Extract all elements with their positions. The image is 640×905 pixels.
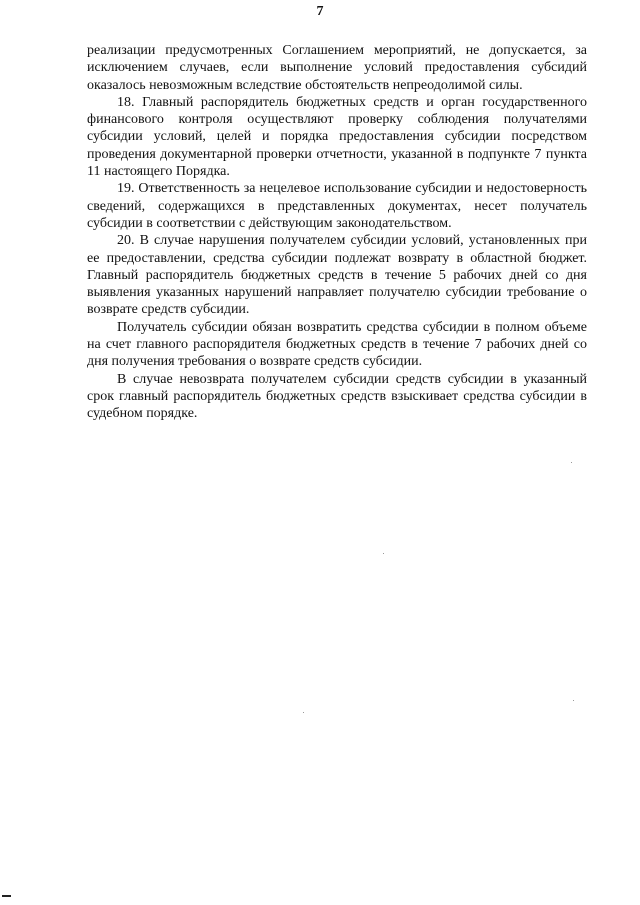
paragraph-20: 20. В случае нарушения получателем субсидии условий, установленных при ее предоставлении, средства субсидии подлежат возврату в областной бюджет. Главный распорядитель бюджетных средств в течение 5 рабочих дней со дня выявления указанных нарушений направляет получателю субсидии требование о возврате средств субсидии. — [87, 233, 587, 318]
scan-speck — [573, 700, 574, 701]
paragraph-18: 18. Главный распорядитель бюджетных средств и орган государственного финансового контроля осуществляют проверку соблюдения получателями субсидии условий, целей и порядка предоставления субсидии посредством проведения документарной проверки отчетности, указанной в подпункте 7 пункта 11 настоящего Порядка. — [87, 94, 587, 180]
scan-speck — [303, 712, 304, 713]
scan-edge-mark — [2, 895, 11, 897]
scan-speck — [571, 462, 572, 463]
document-body — [87, 42, 587, 423]
scan-speck — [383, 553, 384, 554]
paragraph-continuation: реализации предусмотренных Соглашением мероприятий, не допускается, за исключением случаев, если выполнение условий предоставления субсидий оказалось невозможным вследствие обстоятельств непреодолимой силы. — [87, 43, 587, 93]
paragraph-non-return: В случае невозврата получателем субсидии средств субсидии в указанный срок главный распорядитель бюджетных средств взыскивает средства субсидии в судебном порядке. — [87, 371, 587, 422]
paragraph-return-obligation: Получатель субсидии обязан возвратить средства субсидии в полном объеме на счет главного распорядителя бюджетных средств в течение 7 рабочих дней со дня получения требования о возврате средств субсидии. — [87, 319, 587, 370]
paragraph-19: 19. Ответственность за нецелевое использование субсидии и недостоверность сведений, содержащихся в представленных документах, несет получатель субсидии в соответствии с действующим законодательством. — [87, 181, 587, 231]
page-number: 7 — [316, 4, 324, 19]
